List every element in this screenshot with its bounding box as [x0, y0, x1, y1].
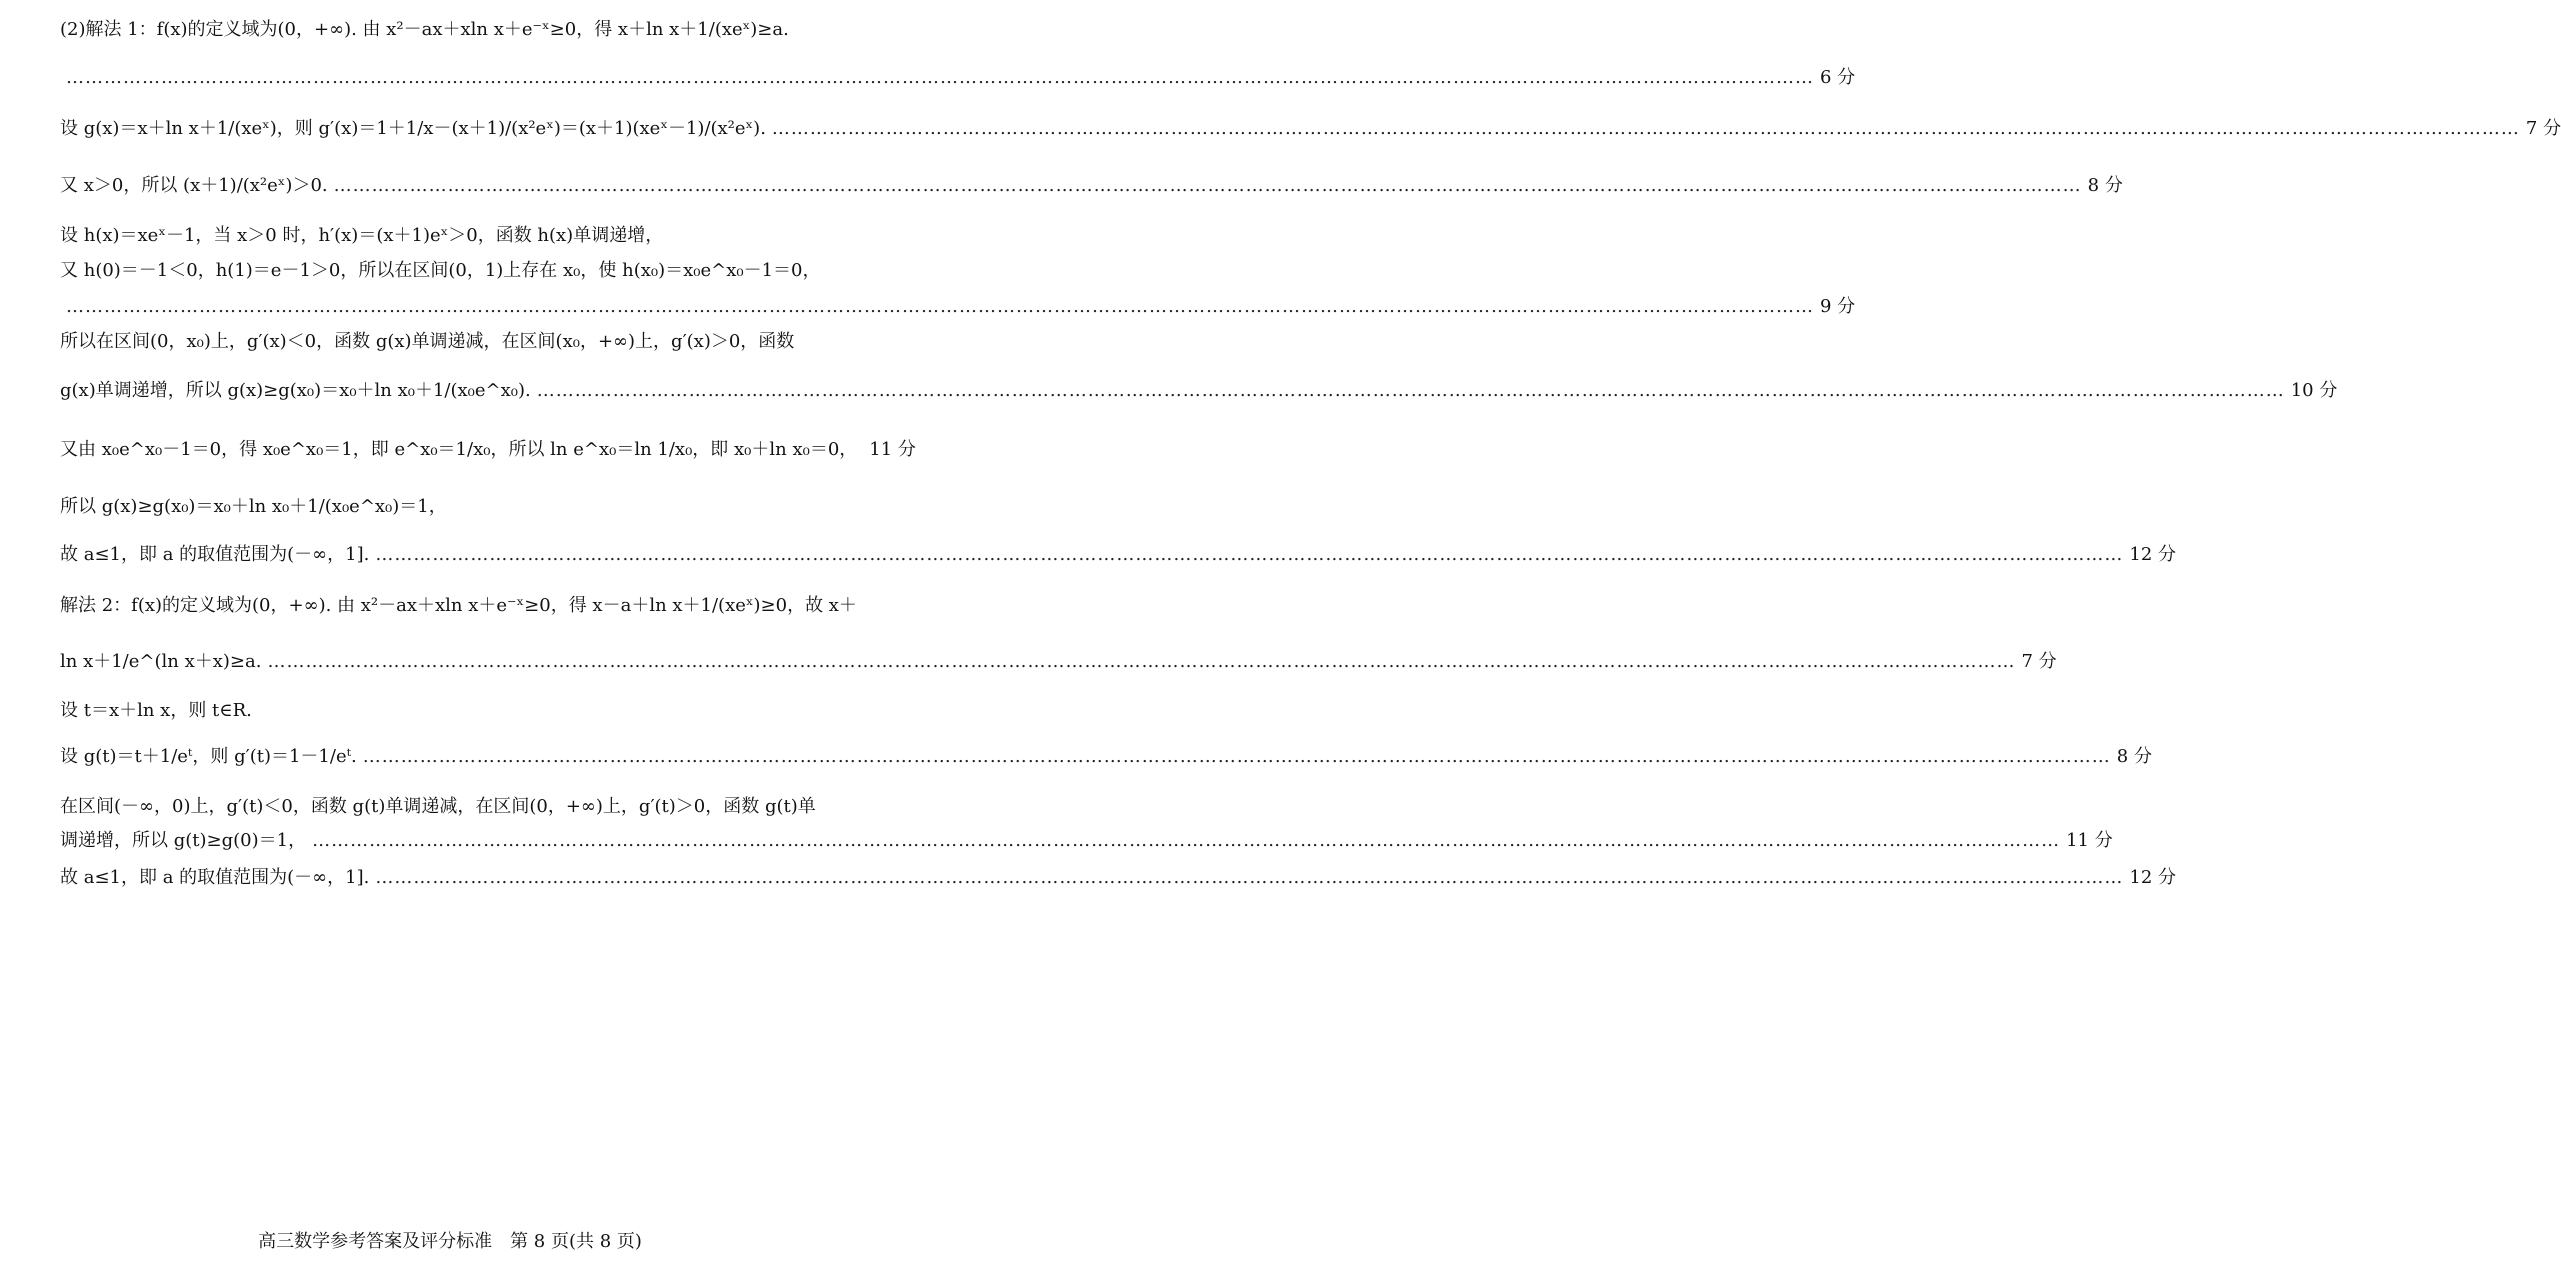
score-label: 9 分: [1820, 296, 1856, 317]
line-text: 调递增，所以 g(t)≥g(0)＝1，: [60, 830, 307, 851]
score-label: 11 分: [2066, 830, 2113, 851]
leader-dots: [312, 829, 2060, 853]
leader-dots: [375, 543, 2123, 567]
line-text: 设 g(t)＝t＋1/eᵗ，则 g′(t)＝1－1/eᵗ.: [60, 746, 357, 767]
score-label: 8 分: [2087, 175, 2123, 196]
leader-dots: [772, 117, 2520, 141]
score-label: 12 分: [2129, 867, 2177, 888]
score-label: 12 分: [2129, 544, 2177, 565]
monotonic-g-line: [60, 330, 870, 354]
leader-dots: [375, 866, 2123, 890]
line-text: 又由 x₀e^x₀－1＝0，得 x₀e^x₀＝1，即 e^x₀＝1/x₀，所以 ln e^x₀＝ln 1/x₀，即 x₀＋ln x₀＝0，: [60, 439, 858, 460]
line-text: ln x＋1/e^(ln x＋x)≥a.: [60, 651, 262, 672]
score-label: 7 分: [2021, 651, 2057, 672]
derivative-g-line: [60, 117, 2561, 141]
line-text: 在区间(－∞，0)上，g′(t)＜0，函数 g(t)单调递减，在区间(0，+∞)上，g′(t)＞0，函数 g(t)单: [60, 796, 816, 817]
line-text: 又 x＞0，所以 (x＋1)/(x²eˣ)＞0.: [60, 175, 328, 196]
leader-dots: [66, 295, 1814, 319]
line-text: 又 h(0)＝－1＜0，h(1)＝e－1＞0，所以在区间(0，1)上存在 x₀，使 h(x₀)＝x₀e^x₀－1＝0，: [60, 260, 821, 281]
line-text: 所以在区间(0，x₀)上，g′(x)＜0，函数 g(x)单调递减，在区间(x₀，+∞)上，g′(x)＞0，函数: [60, 331, 795, 352]
line-text: 设 t＝x＋ln x，则 t∈R.: [60, 700, 252, 721]
zero-existence-line: [60, 259, 870, 283]
line-text: 设 g(x)＝x＋ln x＋1/(xeˣ)，则 g′(x)＝1＋1/x－(x＋1)/(x²eˣ)＝(x＋1)(xeˣ－1)/(x²eˣ).: [60, 118, 766, 139]
define-h-line: [60, 224, 870, 248]
min-value-line: [60, 495, 870, 519]
line-text: (2)解法 1：f(x)的定义域为(0，+∞). 由 x²－ax＋xln x＋e⁻ˣ≥0，得 x＋ln x＋1/(xeˣ)≥a.: [60, 19, 789, 40]
substitution-line: [60, 699, 870, 723]
leader-dots: [363, 745, 2111, 769]
line-text: 所以 g(x)≥g(x₀)＝x₀＋ln x₀＋1/(x₀e^x₀)＝1，: [60, 496, 447, 517]
conclusion-1-line: [60, 543, 2177, 567]
leader-dots: [334, 174, 2082, 198]
define-gt-line: [60, 745, 2152, 769]
page-footer: 高三数学参考答案及评分标准 第 8 页(共 8 页): [258, 1231, 642, 1252]
score-label: 10 分: [2290, 380, 2338, 401]
leader-dots: [537, 379, 2285, 403]
leader-dots: [267, 650, 2015, 674]
score-line-9: [60, 295, 1856, 319]
line-text: 设 h(x)＝xeˣ－1，当 x＞0 时，h′(x)＝(x＋1)eˣ＞0，函数 h(x)单调递增，: [60, 225, 664, 246]
leader-dots: [66, 66, 1814, 90]
line-text: 故 a≤1，即 a 的取值范围为(－∞，1].: [60, 544, 370, 565]
conclusion-2-line: [60, 866, 2177, 890]
line-text: 故 a≤1，即 a 的取值范围为(－∞，1].: [60, 867, 370, 888]
solution2-inequality-line: [60, 650, 2057, 674]
log-identity-line: [60, 438, 916, 462]
line-text: 解法 2：f(x)的定义域为(0，+∞). 由 x²－ax＋xln x＋e⁻ˣ≥0，得 x－a＋ln x＋1/(xeˣ)≥0，故 x＋: [60, 595, 857, 616]
min-g-line: [60, 379, 2338, 403]
line-text: g(x)单调递增，所以 g(x)≥g(x₀)＝x₀＋ln x₀＋1/(x₀e^x₀).: [60, 380, 531, 401]
solution2-intro: [60, 594, 870, 618]
score-label: 11 分: [869, 439, 916, 460]
monotonic-gt-line: [60, 795, 870, 819]
score-label: 7 分: [2525, 118, 2561, 139]
positivity-line: [60, 174, 2123, 198]
score-label: 8 分: [2116, 746, 2152, 767]
score-line-6: [60, 66, 1856, 90]
solution1-intro: [60, 18, 870, 42]
score-label: 6 分: [1820, 67, 1856, 88]
min-gt-line: [60, 829, 2113, 853]
